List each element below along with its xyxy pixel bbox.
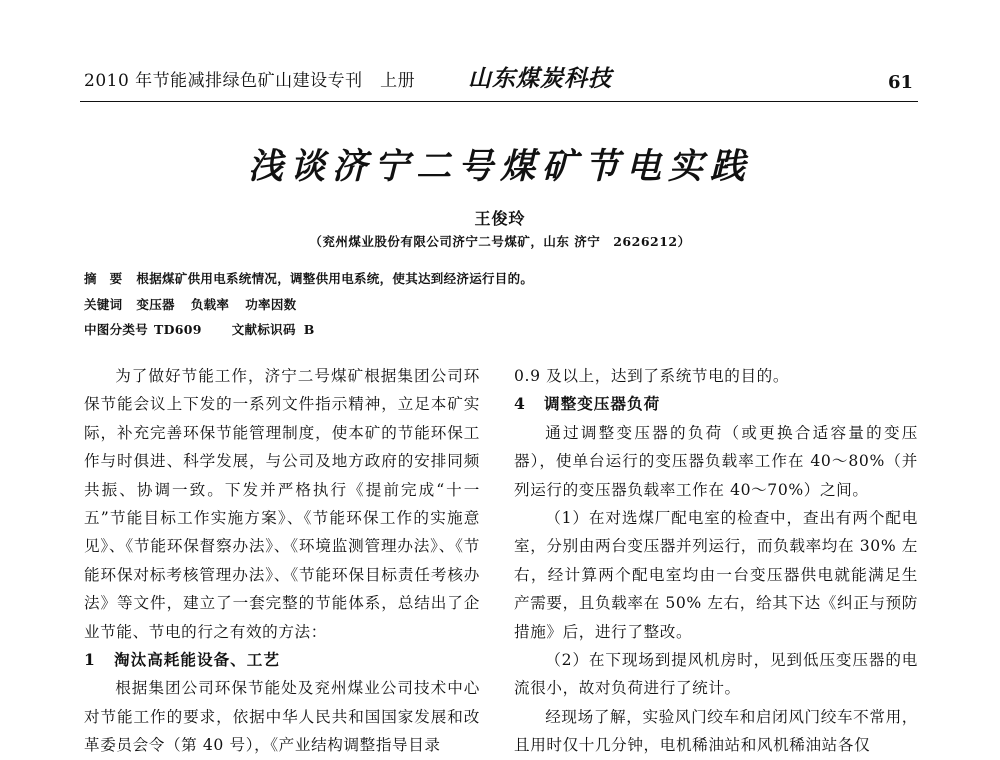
abstract-text: 根据煤矿供用电系统情况，调整供用电系统，使其达到经济运行目的。 (136, 271, 534, 286)
section-title: 调整变压器负荷 (544, 394, 661, 414)
keyword: 变压器 (136, 297, 175, 312)
body-paragraph: 通过调整变压器的负荷（或更换合适容量的变压器），使单台运行的变压器负载率工作在 40～80%（并列运行的变压器负载率工作在 40～70%）之间。 (514, 423, 918, 499)
body-paragraph: （1）在对选煤厂配电室的检查中，查出有两个配电室，分别由两台变压器并列运行，而负载率均在 30% 左右，经计算两个配电室均由一台变压器供电就能满足生产需要，且负载率在 50% 左右，给其下达《纠正与预防措施》后，进行了整改。 (514, 509, 918, 641)
section-number: 4 (514, 394, 526, 414)
header-divider (80, 101, 918, 102)
section-title: 淘汰高耗能设备、工艺 (114, 650, 280, 670)
body-paragraph: 为了做好节能工作，济宁二号煤矿根据集团公司环保节能会议上下发的一系列文件指示精神，立足本矿实际，补充完善环保节能管理制度，使本矿的节能环保工作与时俱进、科学发展，与公司及地方政府的安排同频共振、协调一致。下发并严格执行《提前完成“十一五”节能目标工作实施方案》、《节能环保工作的实施意见》、《节能环保督察办法》、《环境监测管理办法》、《节能环保对标考核管理办法》、《节能环保目标责任考核办法》等文件，建立了一套完整的节能体系，总结出了企业节能、节电的行之有效的方法： (84, 367, 480, 641)
body-paragraph: 经现场了解，实验风门绞车和启闭风门绞车不常用，且用时仅十几分钟，电机稀油站和风机稀油站各仅 (514, 707, 918, 755)
keyword: 功率因数 (245, 297, 297, 312)
doc-code: B (303, 322, 315, 337)
page-number: 61 (888, 72, 914, 93)
classification-line (84, 320, 315, 338)
author-affiliation: （兖州煤业股份有限公司济宁二号煤矿，山东 济宁 2626212） (309, 234, 691, 249)
article-title: 浅谈济宁二号煤矿节电实践 (247, 146, 752, 187)
doc-code-label: 文献标识码 (231, 322, 296, 337)
body-paragraph: 0.9 及以上，达到了系统节电的目的。 (514, 367, 790, 385)
clc-code: TD609 (154, 322, 202, 337)
journal-issue: 2010 年节能减排绿色矿山建设专刊 上册 (84, 71, 416, 91)
keywords-line (84, 295, 296, 313)
left-column (84, 362, 480, 760)
keywords-label: 关键词 (84, 297, 123, 312)
section-heading (84, 646, 480, 674)
section-heading (514, 390, 918, 418)
article-author: 王俊玲 (474, 209, 526, 228)
section-number: 1 (84, 650, 96, 670)
journal-logo: 山东煤炭科技 (468, 65, 612, 92)
abstract-line (84, 269, 533, 287)
body-paragraph: 根据集团公司环保节能处及兖州煤业公司技术中心对节能工作的要求，依据中华人民共和国国家发展和改革委员会令（第 40 号），《产业结构调整指导目录 (84, 679, 480, 755)
body-paragraph: （2）在下现场到提风机房时，见到低压变压器的电流很小，故对负荷进行了统计。 (514, 651, 918, 698)
keyword: 负载率 (190, 297, 230, 312)
right-column (514, 362, 918, 760)
clc-label: 中图分类号 (84, 322, 149, 337)
abstract-label: 摘 要 (84, 271, 123, 286)
